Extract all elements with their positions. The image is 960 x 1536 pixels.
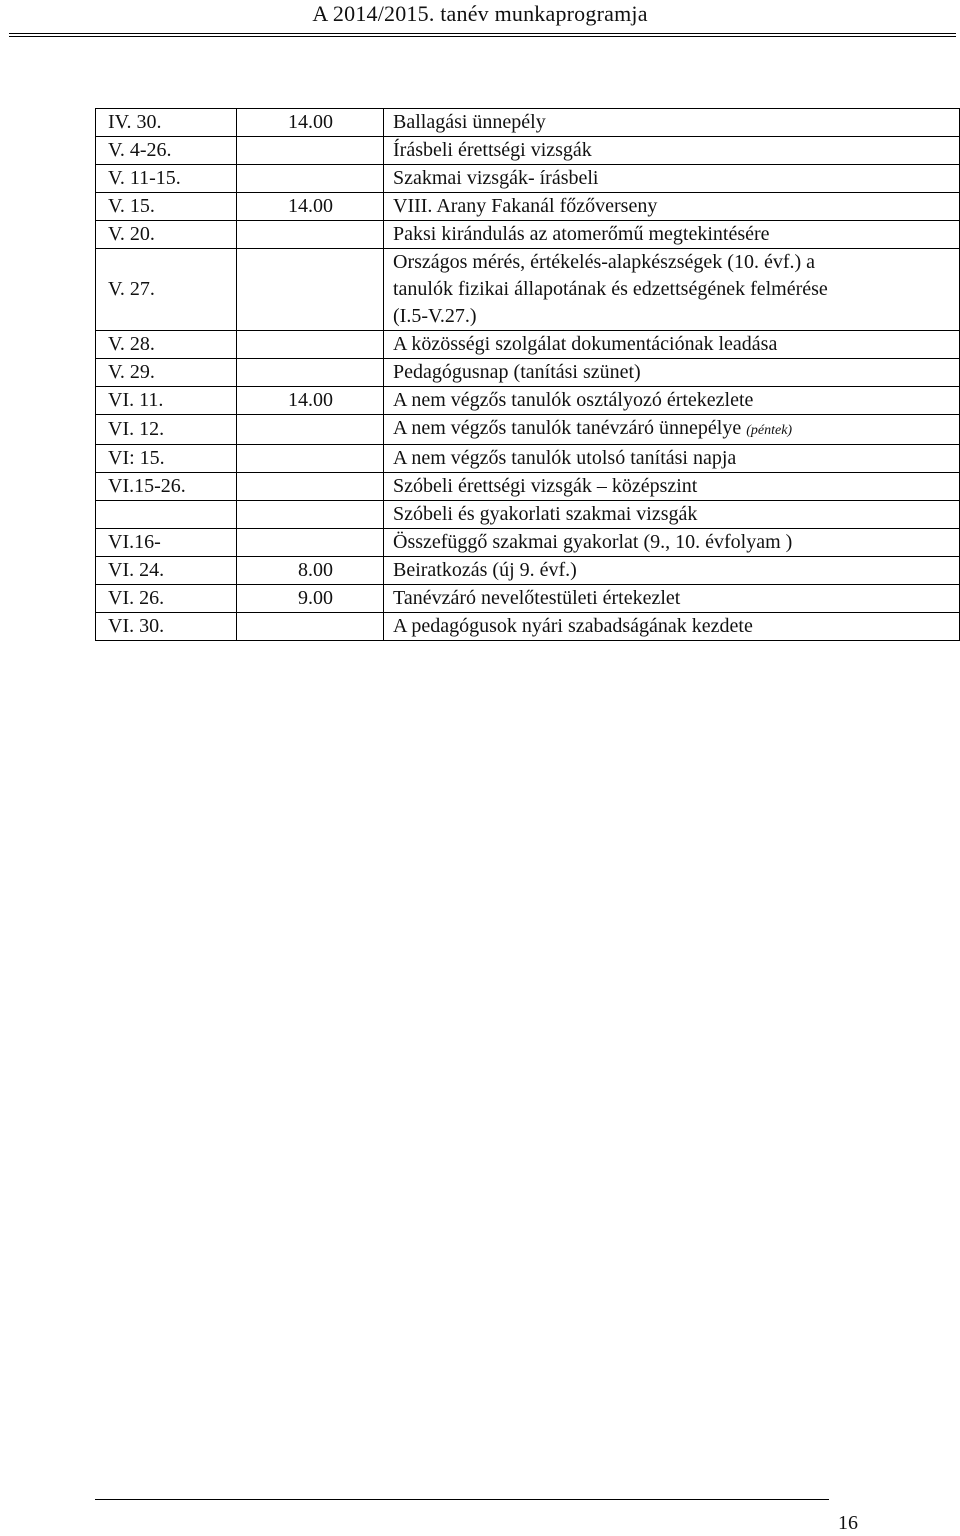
time-cell [237, 165, 384, 193]
date-cell: V. 15. [96, 193, 237, 221]
event-cell: Szóbeli és gyakorlati szakmai vizsgák [384, 501, 960, 529]
time-cell [237, 359, 384, 387]
table-row [96, 613, 960, 641]
date-cell: IV. 30. [96, 109, 237, 137]
date-cell: VI.15-26. [96, 473, 237, 501]
table-row [96, 193, 960, 221]
time-cell: 8.00 [237, 557, 384, 585]
time-cell: 9.00 [237, 585, 384, 613]
event-cell [384, 249, 960, 331]
table-row [96, 557, 960, 585]
time-cell [237, 331, 384, 359]
event-cell: Ballagási ünnepély [384, 109, 960, 137]
time-cell [237, 415, 384, 445]
event-line: tanulók fizikai állapotának és edzettségének felmérése [393, 278, 828, 300]
time-cell [237, 221, 384, 249]
time-cell [237, 137, 384, 165]
table-row [96, 585, 960, 613]
time-cell: 14.00 [237, 387, 384, 415]
date-cell: V. 20. [96, 221, 237, 249]
table-row [96, 415, 960, 445]
page-number: 16 [838, 1512, 858, 1534]
time-cell [237, 501, 384, 529]
schedule-table [95, 108, 960, 641]
table-row [96, 249, 960, 331]
event-cell: Szakmai vizsgák- írásbeli [384, 165, 960, 193]
table-row [96, 387, 960, 415]
header-rule [9, 36, 956, 37]
table-row [96, 359, 960, 387]
date-cell: V. 4-26. [96, 137, 237, 165]
event-cell: A közösségi szolgálat dokumentációnak leadása [384, 331, 960, 359]
event-note: (péntek) [746, 423, 793, 438]
table-row [96, 137, 960, 165]
header-rule [9, 33, 956, 34]
time-cell: 14.00 [237, 193, 384, 221]
event-cell: Összefüggő szakmai gyakorlat (9., 10. évfolyam ) [384, 529, 960, 557]
date-cell [96, 501, 237, 529]
table-row [96, 221, 960, 249]
date-cell: V. 28. [96, 331, 237, 359]
table-row [96, 165, 960, 193]
event-line: (I.5-V.27.) [393, 305, 477, 327]
table-row [96, 501, 960, 529]
time-cell [237, 473, 384, 501]
event-cell: A nem végzős tanulók osztályozó értekezlete [384, 387, 960, 415]
date-cell: VI. 26. [96, 585, 237, 613]
event-cell: A pedagógusok nyári szabadságának kezdete [384, 613, 960, 641]
event-cell: Tanévzáró nevelőtestületi értekezlet [384, 585, 960, 613]
table-row [96, 529, 960, 557]
event-cell: Pedagógusnap (tanítási szünet) [384, 359, 960, 387]
page-header [0, 0, 960, 44]
time-cell [237, 249, 384, 331]
date-cell: V. 29. [96, 359, 237, 387]
event-line: Országos mérés, értékelés-alapkészségek (10. évf.) a [393, 251, 816, 273]
table-row [96, 331, 960, 359]
date-cell: VI. 12. [96, 415, 237, 445]
event-text: A nem végzős tanulók tanévzáró ünnepélye [393, 417, 742, 439]
event-cell: Paksi kirándulás az atomerőmű megtekintésére [384, 221, 960, 249]
table-row [96, 445, 960, 473]
time-cell [237, 445, 384, 473]
event-cell: A nem végzős tanulók utolsó tanítási napja [384, 445, 960, 473]
date-cell: VI. 30. [96, 613, 237, 641]
date-cell: VI.16- [96, 529, 237, 557]
event-cell: Szóbeli érettségi vizsgák – középszint [384, 473, 960, 501]
table-row [96, 473, 960, 501]
event-cell [384, 415, 960, 445]
time-cell [237, 529, 384, 557]
document-title: A 2014/2015. tanév munkaprogramja [312, 1, 648, 26]
date-cell: VI: 15. [96, 445, 237, 473]
event-cell: Beiratkozás (új 9. évf.) [384, 557, 960, 585]
event-cell: VIII. Arany Fakanál főzőverseny [384, 193, 960, 221]
date-cell: VI. 11. [96, 387, 237, 415]
table-row [96, 109, 960, 137]
time-cell [237, 613, 384, 641]
footer-rule [95, 1499, 829, 1500]
date-cell: V. 27. [96, 249, 237, 331]
event-cell: Írásbeli érettségi vizsgák [384, 137, 960, 165]
date-cell: V. 11-15. [96, 165, 237, 193]
time-cell: 14.00 [237, 109, 384, 137]
date-cell: VI. 24. [96, 557, 237, 585]
